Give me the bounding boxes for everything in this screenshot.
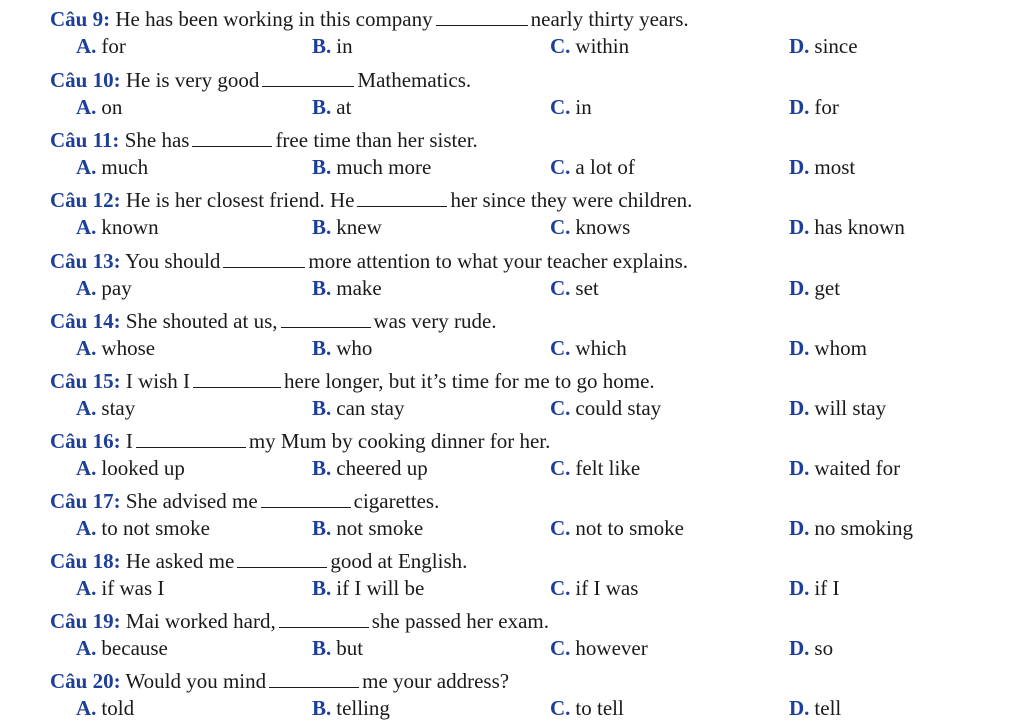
option-b[interactable]: B. can stay: [312, 396, 405, 420]
answer-blank[interactable]: [223, 253, 305, 268]
answer-blank[interactable]: [281, 313, 371, 328]
question-16: [50, 428, 1010, 488]
option-b[interactable]: B. knew: [312, 215, 382, 239]
stem-before: Mai worked hard,: [125, 609, 276, 633]
option-b[interactable]: B. if I will be: [312, 576, 425, 600]
stem-after: me your address?: [362, 669, 510, 693]
option-b[interactable]: B. not smoke: [312, 516, 424, 540]
question-stem: [50, 67, 471, 93]
stem-after: Mathematics.: [357, 68, 472, 92]
question-label: Câu 16:: [50, 429, 121, 453]
question-stem: [50, 187, 692, 213]
question-18: [50, 548, 1010, 608]
question-19: [50, 608, 1010, 668]
answer-blank[interactable]: [237, 553, 327, 568]
option-a[interactable]: A. pay: [76, 276, 132, 300]
question-stem: [50, 668, 509, 694]
stem-after: her since they were children.: [450, 188, 693, 212]
question-label: Câu 9:: [50, 7, 111, 31]
option-c[interactable]: C. however: [550, 636, 648, 660]
option-b[interactable]: B. telling: [312, 696, 390, 720]
question-label: Câu 15:: [50, 369, 121, 393]
option-c[interactable]: C. to tell: [550, 696, 624, 720]
question-label: Câu 20:: [50, 669, 121, 693]
answer-blank[interactable]: [357, 192, 447, 207]
stem-before: She has: [124, 128, 190, 152]
stem-before: She shouted at us,: [125, 309, 278, 333]
question-stem: [50, 488, 439, 514]
question-9: [50, 6, 1010, 66]
option-c[interactable]: C. a lot of: [550, 155, 635, 179]
option-d[interactable]: D. whom: [789, 336, 867, 360]
option-a[interactable]: A. for: [76, 34, 126, 58]
answer-blank[interactable]: [261, 493, 351, 508]
option-c[interactable]: C. which: [550, 336, 627, 360]
question-stem: [50, 428, 550, 454]
question-12: [50, 187, 1010, 247]
option-a[interactable]: A. on: [76, 95, 123, 119]
option-d[interactable]: D. will stay: [789, 396, 887, 420]
option-c[interactable]: C. felt like: [550, 456, 641, 480]
option-d[interactable]: D. so: [789, 636, 834, 660]
stem-before: I: [125, 429, 133, 453]
question-15: [50, 368, 1010, 428]
answer-blank[interactable]: [193, 373, 281, 388]
stem-before: She advised me: [125, 489, 258, 513]
question-stem: [50, 308, 497, 334]
question-stem: [50, 548, 467, 574]
stem-after: cigarettes.: [353, 489, 440, 513]
question-label: Câu 14:: [50, 309, 121, 333]
question-stem: [50, 368, 655, 394]
option-b[interactable]: B. in: [312, 34, 353, 58]
answer-blank[interactable]: [436, 11, 528, 26]
question-stem: [50, 608, 549, 634]
option-d[interactable]: D. since: [789, 34, 858, 58]
option-b[interactable]: B. at: [312, 95, 352, 119]
stem-before: He asked me: [125, 549, 235, 573]
option-a[interactable]: A. told: [76, 696, 135, 720]
option-b[interactable]: B. much more: [312, 155, 432, 179]
option-a[interactable]: A. because: [76, 636, 168, 660]
option-d[interactable]: D. for: [789, 95, 839, 119]
answer-blank[interactable]: [269, 673, 359, 688]
option-d[interactable]: D. has known: [789, 215, 905, 239]
answer-blank[interactable]: [279, 613, 369, 628]
stem-before: You should: [125, 249, 221, 273]
question-label: Câu 19:: [50, 609, 121, 633]
option-a[interactable]: A. much: [76, 155, 149, 179]
question-20: [50, 668, 1010, 728]
question-11: [50, 127, 1010, 187]
option-c[interactable]: C. in: [550, 95, 592, 119]
answer-blank[interactable]: [262, 72, 354, 87]
stem-after: here longer, but it’s time for me to go home.: [284, 369, 655, 393]
stem-before: I wish I: [125, 369, 191, 393]
option-b[interactable]: B. cheered up: [312, 456, 428, 480]
option-b[interactable]: B. who: [312, 336, 373, 360]
option-a[interactable]: A. stay: [76, 396, 136, 420]
question-label: Câu 11:: [50, 128, 120, 152]
question-13: [50, 248, 1010, 308]
question-stem: [50, 248, 688, 274]
stem-after: good at English.: [330, 549, 468, 573]
question-14: [50, 308, 1010, 368]
question-label: Câu 12:: [50, 188, 121, 212]
stem-before: He has been working in this company: [115, 7, 433, 31]
option-d[interactable]: D. no smoking: [789, 516, 914, 540]
option-a[interactable]: A. to not smoke: [76, 516, 210, 540]
stem-after: more attention to what your teacher explains.: [308, 249, 689, 273]
stem-after: she passed her exam.: [371, 609, 549, 633]
option-c[interactable]: C. if I was: [550, 576, 639, 600]
option-d[interactable]: D. most: [789, 155, 856, 179]
question-label: Câu 13:: [50, 249, 121, 273]
option-d[interactable]: D. tell: [789, 696, 842, 720]
option-a[interactable]: A. if was I: [76, 576, 165, 600]
question-label: Câu 18:: [50, 549, 121, 573]
stem-before: He is very good: [125, 68, 260, 92]
option-d[interactable]: D. waited for: [789, 456, 901, 480]
question-label: Câu 10:: [50, 68, 121, 92]
question-label: Câu 17:: [50, 489, 121, 513]
option-a[interactable]: A. whose: [76, 336, 156, 360]
stem-after: free time than her sister.: [275, 128, 478, 152]
stem-after: was very rude.: [373, 309, 497, 333]
option-b[interactable]: B. make: [312, 276, 382, 300]
question-17: [50, 488, 1010, 548]
stem-after: my Mum by cooking dinner for her.: [248, 429, 551, 453]
question-stem: [50, 6, 689, 32]
question-10: [50, 67, 1010, 127]
option-a[interactable]: A. looked up: [76, 456, 185, 480]
option-b[interactable]: B. but: [312, 636, 364, 660]
option-c[interactable]: C. within: [550, 34, 630, 58]
option-a[interactable]: A. known: [76, 215, 159, 239]
option-c[interactable]: C. knows: [550, 215, 631, 239]
answer-blank[interactable]: [136, 433, 246, 448]
answer-blank[interactable]: [192, 132, 272, 147]
option-d[interactable]: D. if I: [789, 576, 840, 600]
stem-before: Would you mind: [125, 669, 267, 693]
option-d[interactable]: D. get: [789, 276, 841, 300]
option-c[interactable]: C. could stay: [550, 396, 662, 420]
question-stem: [50, 127, 478, 153]
option-c[interactable]: C. set: [550, 276, 599, 300]
stem-after: nearly thirty years.: [530, 7, 689, 31]
option-c[interactable]: C. not to smoke: [550, 516, 684, 540]
stem-before: He is her closest friend. He: [125, 188, 355, 212]
